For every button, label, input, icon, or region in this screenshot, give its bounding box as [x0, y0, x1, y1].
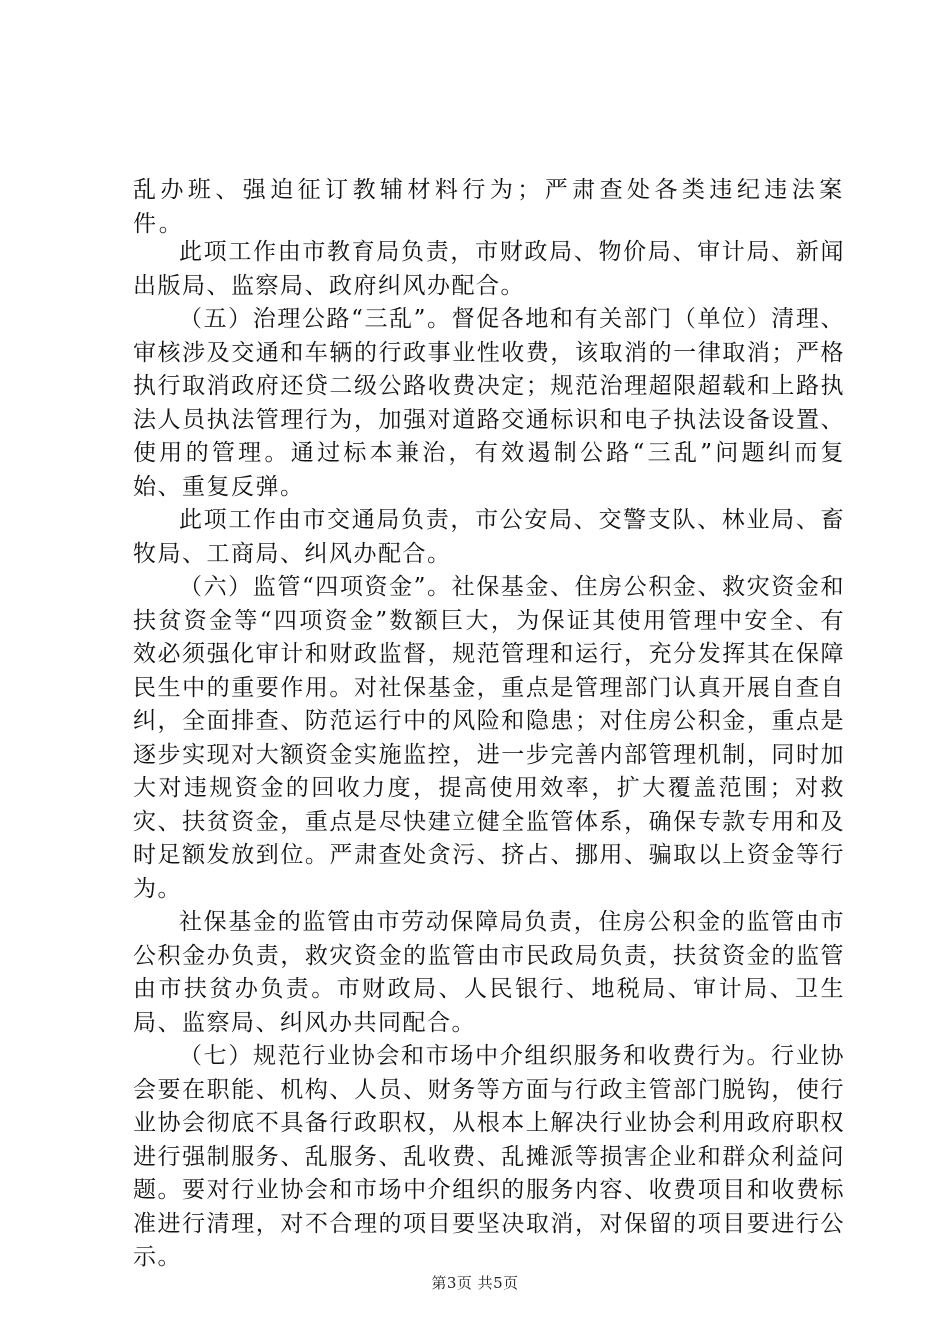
paragraph-section-6-funds: （六）监管“四项资金”。社保基金、住房公积金、救灾资金和扶贫资金等“四项资金”数额巨大，为保证其使用管理中安全、有效必须强化审计和财政监督，规范管理和运行，充分发挥其在保障民生中的重要作用。对社保基金，重点是管理部门认真开展自查自纠，全面排查、防范运行中的风险和隐患；对住房公积金，重点是逐步实现对大额资金实施监控，进一步完善内部管理机制，同时加大对违规资金的回收力度，提高使用效率，扩大覆盖范围；对救灾、扶贫资金，重点是尽快建立健全监管体系，确保专款专用和及时足额发放到位。严肃查处贪污、挤占、挪用、骗取以上资金等行为。 — [133, 574, 845, 902]
paragraph-education-responsibility: 此项工作由市教育局负责，市财政局、物价局、审计局、新闻出版局、监察局、政府纠风办配合。 — [133, 239, 845, 299]
page-number-label: 第3页 共5页 — [431, 1274, 519, 1292]
paragraph-funds-responsibility: 社保基金的监管由市劳动保障局负责，住房公积金的监管由市公积金办负责，救灾资金的监管由市民政局负责，扶贫资金的监管由市扶贫办负责。市财政局、人民银行、地税局、审计局、卫生局、监察局、纠风办共同配合。 — [133, 909, 845, 1036]
document-body — [133, 236, 845, 1275]
paragraph-continuation: 乱办班、强迫征订教辅材料行为；严肃查处各类违纪违法案件。 — [133, 177, 845, 237]
page-footer — [0, 1272, 950, 1293]
paragraph-section-5-highway: （五）治理公路“三乱”。督促各地和有关部门（单位）清理、审核涉及交通和车辆的行政事业性收费，该取消的一律取消；严格执行取消政府还贷二级公路收费决定；规范治理超限超载和上路执法人员执法管理行为，加强对道路交通标识和电子执法设备设置、使用的管理。通过标本兼治，有效遏制公路“三乱”问题纠而复始、重复反弹。 — [133, 306, 845, 500]
paragraph-section-7-associations: （七）规范行业协会和市场中介组织服务和收费行为。行业协会要在职能、机构、人员、财务等方面与行政主管部门脱钩，使行业协会彻底不具备行政职权，从根本上解决行业协会利用政府职权进行强制服务、乱服务、乱收费、乱摊派等损害企业和群众利益问题。要对行业协会和市场中介组织的服务内容、收费项目和收费标准进行清理，对不合理的项目要坚决取消，对保留的项目要进行公示。 — [133, 1043, 845, 1270]
paragraph-transport-responsibility: 此项工作由市交通局负责，市公安局、交警支队、林业局、畜牧局、工商局、纠风办配合。 — [133, 507, 845, 567]
